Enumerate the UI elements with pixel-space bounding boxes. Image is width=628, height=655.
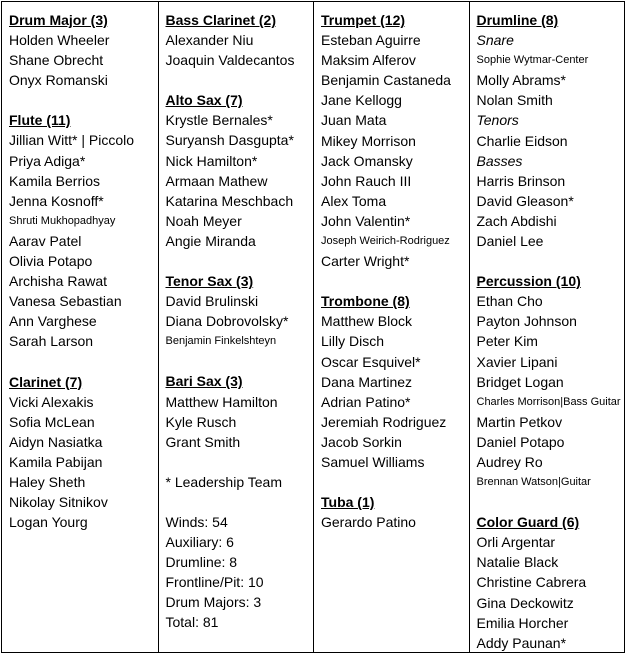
section-heading: Tenor Sax (3) (165, 273, 254, 290)
section-heading: Drumline (8) (476, 12, 559, 28)
member: Gina Deckowitz (476, 594, 574, 611)
member: Nick Hamilton* (165, 152, 258, 169)
member: Suryansh Dasgupta* (165, 132, 294, 149)
member: Gerardo Patino (321, 514, 416, 531)
member: Natalie Black (476, 554, 559, 571)
member: Aidyn Nasiatka (9, 433, 103, 450)
member: Ethan Cho (476, 293, 543, 310)
member: Harris Brinson (476, 172, 566, 189)
member: Adrian Patino* (321, 393, 411, 410)
member: Xavier Lipani (476, 353, 558, 370)
section-trumpet (321, 10, 469, 271)
member: Dana Martinez (321, 373, 413, 390)
section-heading: Tuba (1) (321, 494, 375, 511)
member: Vicki Alexakis (9, 393, 94, 410)
total-line: Auxiliary: 6 (165, 533, 234, 550)
member: Sofia McLean (9, 413, 95, 430)
section-tenor-sax (166, 271, 314, 351)
section-trombone (321, 291, 469, 472)
roster-column-3 (314, 2, 470, 652)
member: Sarah Larson (9, 333, 94, 350)
roster-table (1, 1, 625, 653)
member: Maksim Alferov (321, 52, 416, 69)
section-bass-clarinet (166, 10, 314, 70)
member: Logan Yourg (9, 514, 88, 531)
member: Emilia Horcher (476, 614, 569, 631)
member: Kyle Rusch (165, 413, 237, 430)
roster-column-1 (2, 2, 159, 652)
member: Angie Miranda (165, 232, 256, 249)
member: Shane Obrecht (9, 52, 104, 69)
section-heading: Percussion (10) (476, 273, 581, 290)
section-heading: Trumpet (12) (321, 12, 406, 28)
member: Jacob Sorkin (321, 433, 402, 450)
member: Diana Dobrovolsky* (165, 313, 289, 330)
member: Nolan Smith (476, 92, 553, 109)
member: Olivia Potapo (9, 253, 93, 270)
member: Charlie Eidson (476, 132, 568, 149)
total-line: Winds: 54 (165, 513, 228, 530)
member: Mikey Morrison (321, 132, 416, 149)
member: Payton Johnson (476, 313, 577, 330)
member: Sophie Wytmar-Center (476, 54, 589, 67)
member: Kamila Berrios (9, 172, 101, 189)
member: Peter Kim (476, 333, 538, 350)
member: Armaan Mathew (165, 172, 268, 189)
member: Brennan Watson|Guitar (476, 476, 591, 489)
leadership-note (166, 472, 314, 492)
total-line: Drumline: 8 (165, 554, 238, 571)
member: David Gleason* (476, 192, 574, 209)
member: Benjamin Castaneda (321, 72, 451, 89)
section-alto-sax (166, 90, 314, 251)
member: Jane Kellogg (321, 92, 402, 109)
section-heading: Flute (11) (9, 112, 71, 129)
member: Benjamin Finkelshteyn (165, 335, 277, 348)
section-color-guard (477, 512, 625, 653)
member: Nikolay Sitnikov (9, 494, 108, 511)
member: Holden Wheeler (9, 32, 110, 49)
member: Jillian Witt* | Piccolo (9, 132, 135, 149)
section-drumline (477, 10, 625, 251)
member: Matthew Hamilton (165, 393, 278, 410)
member: Vanesa Sebastian (9, 293, 122, 310)
section-heading: Trombone (8) (321, 293, 410, 310)
section-flute (9, 110, 158, 351)
member: Alex Toma (321, 192, 387, 209)
member: John Rauch III (321, 172, 412, 189)
member: Shruti Mukhopadhyay (9, 214, 116, 227)
subsection-label: Basses (476, 152, 523, 169)
member: Martin Petkov (476, 413, 563, 430)
member: Katarina Meschbach (165, 192, 294, 209)
total-line: Total: 81 (165, 614, 219, 631)
member: Molly Abrams* (476, 72, 566, 89)
member: Charles Morrison|Bass Guitar (476, 395, 621, 408)
member: Daniel Potapo (476, 433, 565, 450)
section-clarinet (9, 372, 158, 533)
member: Alexander Niu (165, 32, 254, 49)
leadership-note-text: * Leadership Team (165, 473, 282, 490)
roster-column-4 (470, 2, 625, 652)
member: Aarav Patel (9, 232, 82, 249)
member: Audrey Ro (476, 453, 543, 470)
member: Joaquin Valdecantos (165, 52, 295, 69)
member: Archisha Rawat (9, 273, 108, 290)
member: Priya Adiga* (9, 152, 86, 169)
member: Addy Paunan* (476, 634, 567, 651)
member: Daniel Lee (476, 233, 544, 250)
member: Samuel Williams (321, 453, 425, 470)
section-heading: Clarinet (7) (9, 373, 83, 390)
member: Onyx Romanski (9, 72, 108, 89)
subsection-label: Snare (476, 32, 514, 49)
member: Kamila Pabijan (9, 453, 103, 470)
member: Noah Meyer (165, 212, 242, 229)
roster-column-2 (159, 2, 315, 652)
member: Jenna Kosnoff* (9, 192, 104, 209)
section-heading: Bass Clarinet (2) (165, 12, 276, 28)
member: Jack Omansky (321, 152, 413, 169)
totals (166, 512, 314, 633)
member: Lilly Disch (321, 333, 385, 350)
member: Ann Varghese (9, 313, 97, 330)
member: Juan Mata (321, 112, 387, 129)
member: Zach Abdishi (476, 212, 557, 229)
section-percussion (477, 271, 625, 492)
section-drum-major (9, 10, 158, 90)
member: Haley Sheth (9, 473, 86, 490)
member: Christine Cabrera (476, 574, 587, 591)
member: Oscar Esquivel* (321, 353, 421, 370)
member: Joseph Weirich-Rodriguez (321, 235, 450, 248)
total-line: Frontline/Pit: 10 (165, 574, 264, 591)
member: John Valentin* (321, 212, 411, 229)
section-heading: Alto Sax (7) (165, 92, 243, 109)
member: Jeremiah Rodriguez (321, 413, 447, 430)
section-heading: Drum Major (3) (9, 12, 108, 28)
member: Carter Wright* (321, 253, 410, 270)
section-tuba (321, 492, 469, 532)
member: Bridget Logan (476, 373, 564, 390)
section-heading: Color Guard (6) (476, 514, 580, 531)
member: Esteban Aguirre (321, 32, 421, 49)
member: David Brulinski (165, 293, 259, 310)
subsection-label: Tenors (476, 112, 519, 129)
total-line: Drum Majors: 3 (165, 594, 262, 611)
member: Krystle Bernales* (165, 112, 273, 129)
section-heading: Bari Sax (3) (165, 373, 243, 390)
member: Orli Argentar (476, 534, 556, 551)
section-bari-sax (166, 371, 314, 451)
member: Matthew Block (321, 313, 413, 330)
member: Grant Smith (165, 433, 241, 450)
